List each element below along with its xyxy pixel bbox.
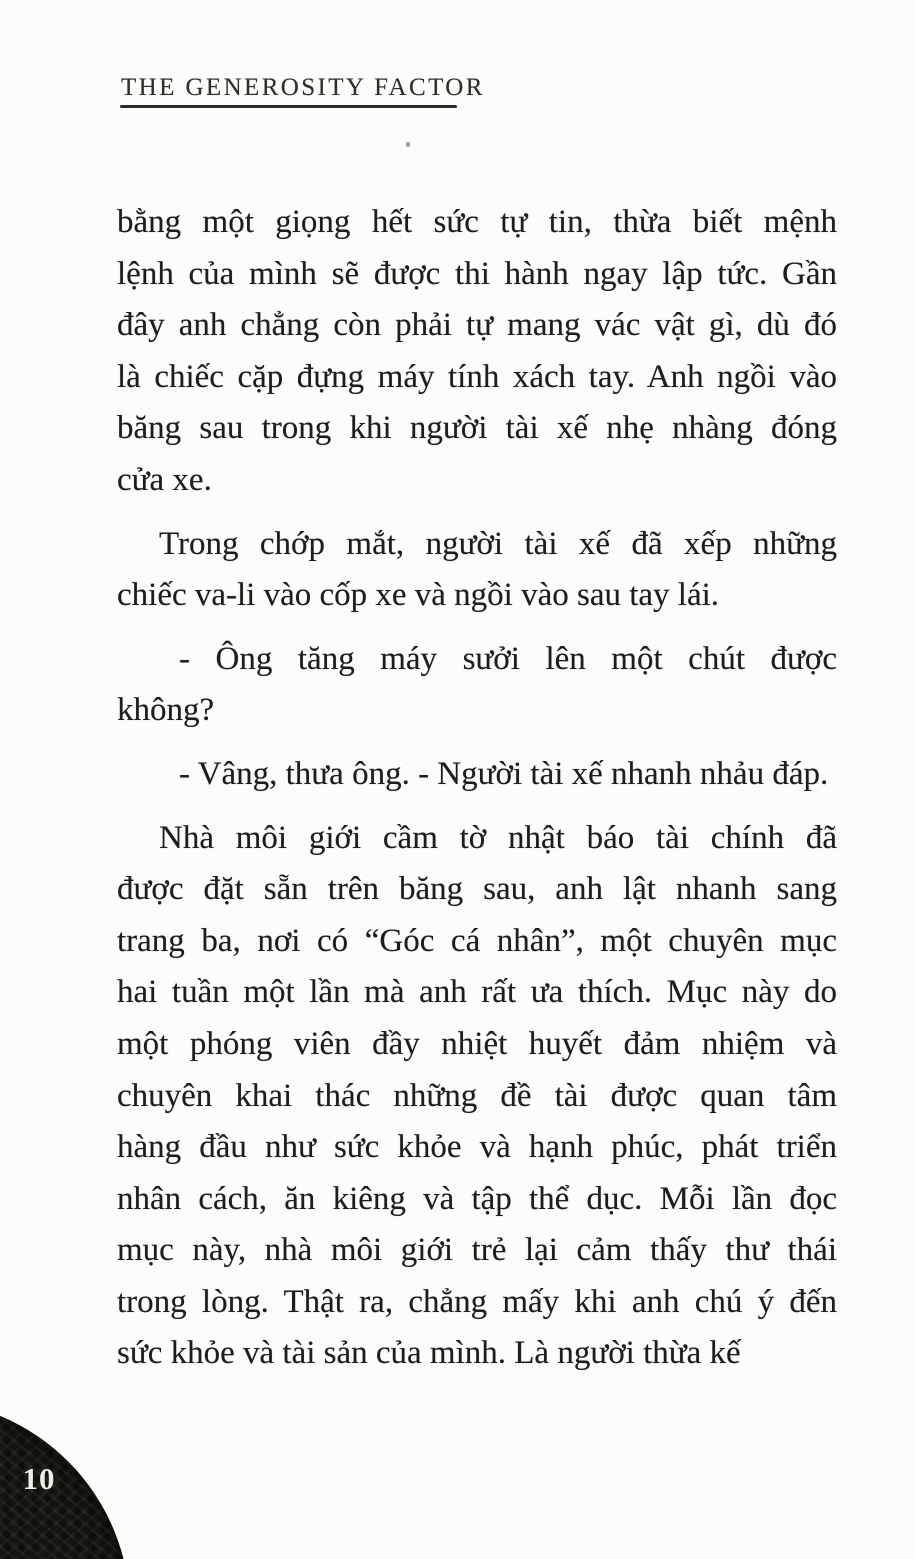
text-line: hai tuần một lần mà anh rất ưa thích. Mục này do [117, 974, 837, 1011]
paragraph [117, 197, 837, 507]
paragraph [117, 634, 837, 737]
text-line: băng sau trong khi người tài xế nhẹ nhàng đóng [117, 410, 837, 447]
text-line: trang ba, nơi có “Góc cá nhân”, một chuyên mục [117, 922, 837, 959]
text-line: Trong chớp mắt, người tài xế đã xếp những [159, 525, 837, 562]
text-line: được đặt sẵn trên băng sau, anh lật nhanh sang [117, 871, 837, 908]
text-line: không? [117, 692, 215, 729]
text-line: đây anh chẳng còn phải tự mang vác vật gì, dù đó [117, 307, 837, 344]
paragraph [117, 749, 837, 801]
text-line: mục này, nhà môi giới trẻ lại cảm thấy thư thái [117, 1232, 837, 1269]
text-line: hàng đầu như sức khỏe và hạnh phúc, phát triển [117, 1129, 837, 1166]
header-rule [120, 105, 457, 108]
text-line: cửa xe. [117, 461, 212, 498]
text-line: Nhà môi giới cầm tờ nhật báo tài chính đã [159, 819, 837, 856]
body-text [117, 197, 837, 1380]
text-line: nhân cách, ăn kiêng và tập thể dục. Mỗi lần đọc [117, 1180, 837, 1217]
scan-speck [406, 142, 410, 147]
text-line: - Vâng, thưa ông. - Người tài xế nhanh nhảu đáp. [179, 755, 829, 792]
text-line: lệnh của mình sẽ được thi hành ngay lập tức. Gần [117, 255, 837, 292]
running-header-title: THE GENEROSITY FACTOR [121, 74, 485, 101]
paragraph [117, 519, 837, 622]
text-line: chiếc va-li vào cốp xe và ngồi vào sau tay lái. [117, 577, 720, 614]
text-line: bằng một giọng hết sức tự tin, thừa biết mệnh [117, 204, 837, 240]
running-header [121, 74, 485, 102]
text-line: là chiếc cặp đựng máy tính xách tay. Anh ngồi vào [117, 358, 837, 395]
text-line: sức khỏe và tài sản của mình. Là người thừa kế [117, 1335, 741, 1372]
text-line: trong lòng. Thật ra, chẳng mấy khi anh chú ý đến [117, 1283, 837, 1320]
text-line: một phóng viên đầy nhiệt huyết đảm nhiệm và [117, 1025, 837, 1062]
paragraph [117, 813, 837, 1381]
text-line: chuyên khai thác những đề tài được quan tâm [117, 1077, 837, 1114]
text-line: - Ông tăng máy sưởi lên một chút được [179, 640, 837, 677]
page-number: 10 [22, 1461, 56, 1496]
